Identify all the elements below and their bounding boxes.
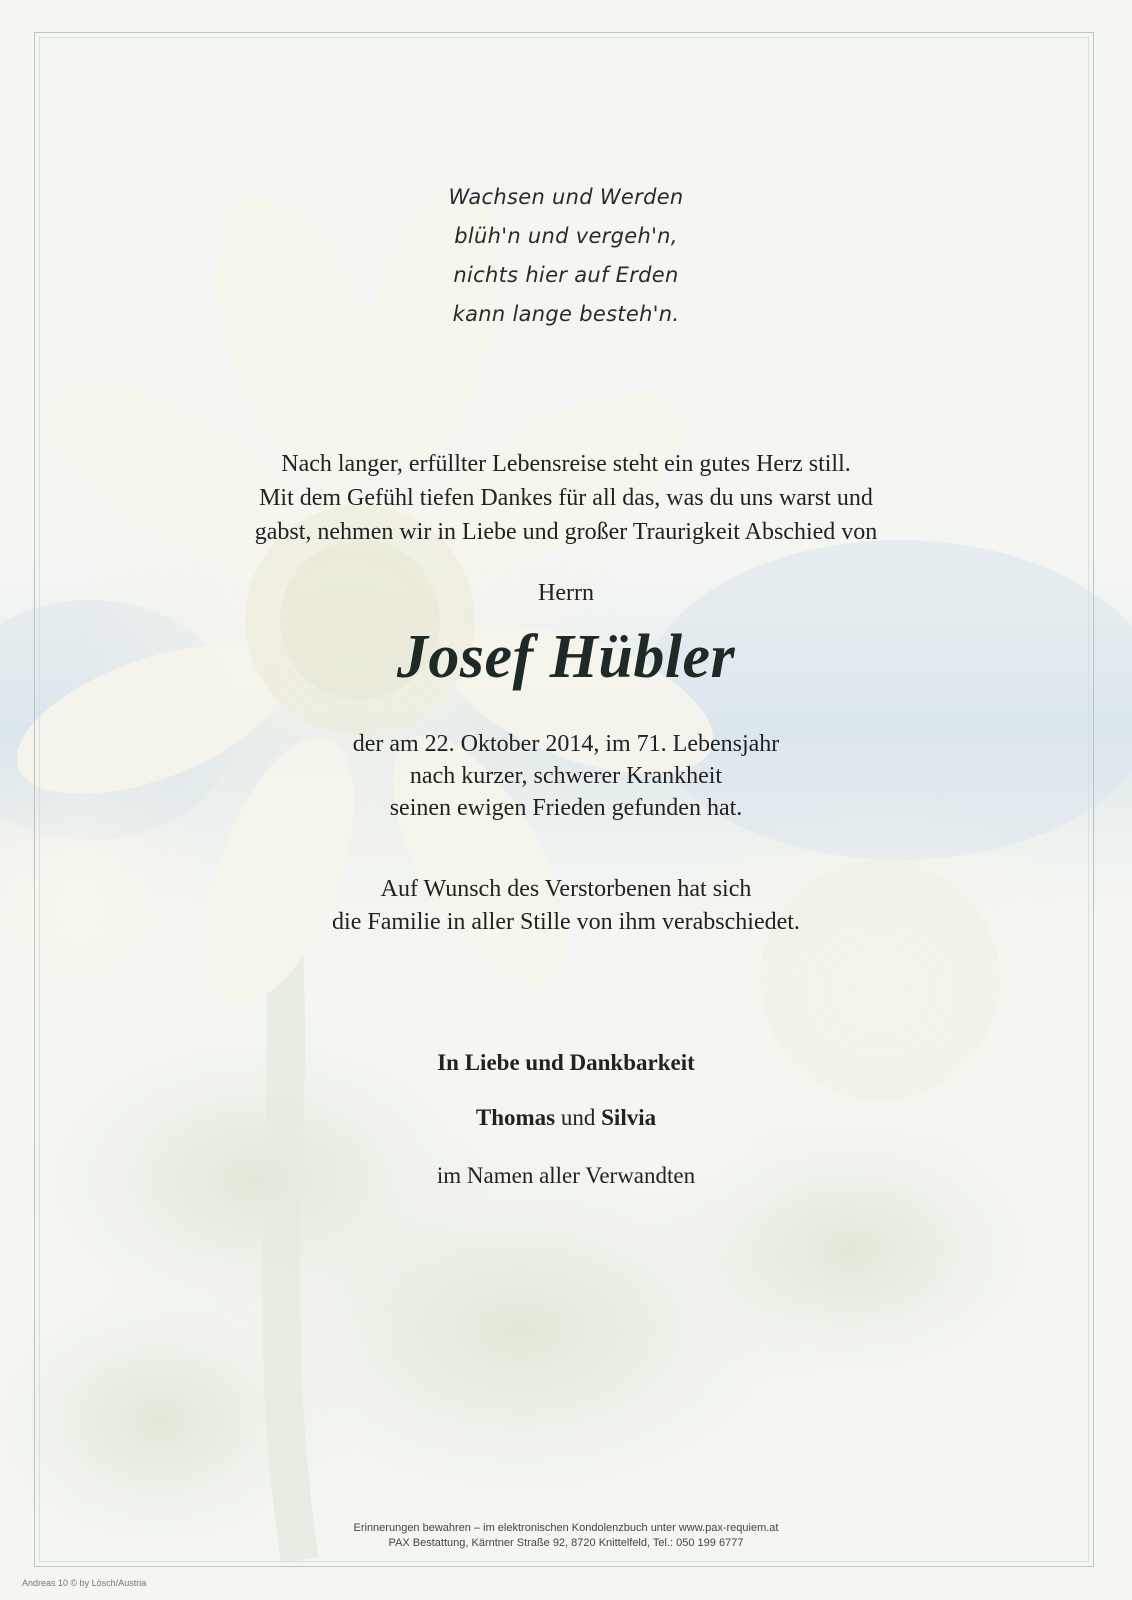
poem-line: nichts hier auf Erden xyxy=(453,263,679,287)
closing-greeting: In Liebe und Dankbarkeit xyxy=(437,1050,695,1075)
conjunction: und xyxy=(560,1105,596,1130)
mourner-name: Silvia xyxy=(601,1105,657,1130)
intro-line: Mit dem Gefühl tiefen Dankes für all das, was du uns warst und xyxy=(259,485,873,511)
death-line: nach kurzer, schwerer Krankheit xyxy=(409,763,723,789)
intro-line: Nach langer, erfüllter Lebensreise steht ein gutes Herz still. xyxy=(281,451,851,477)
death-line: der am 22. Oktober 2014, im 71. Lebensjahr xyxy=(352,731,780,757)
mourner-name: Thomas xyxy=(475,1105,556,1130)
footer-address-line: PAX Bestattung, Kärntner Straße 92, 8720 Knittelfeld, Tel.: 050 199 6777 xyxy=(388,1537,744,1549)
poem-line: blüh'n und vergeh'n, xyxy=(454,224,678,248)
wish-paragraph xyxy=(0,873,1132,939)
intro-paragraph xyxy=(0,447,1132,549)
footer xyxy=(0,1521,1132,1551)
poem-line: Wachsen und Werden xyxy=(448,185,684,209)
wish-line: die Familie in aller Stille von ihm verabschiedet. xyxy=(332,909,800,935)
relatives-note: im Namen aller Verwandten xyxy=(436,1163,696,1188)
mourners-names xyxy=(0,1105,1132,1131)
design-credit: Andreas 10 © by Lösch/Austria xyxy=(22,1578,147,1588)
poem-line: kann lange besteh'n. xyxy=(452,302,680,326)
death-details xyxy=(0,728,1132,824)
poem-verse xyxy=(0,178,1132,334)
salutation: Herrn xyxy=(538,580,594,606)
intro-line: gabst, nehmen wir in Liebe und großer Traurigkeit Abschied von xyxy=(254,519,878,545)
footer-condolence-line: Erinnerungen bewahren – im elektronischen Kondolenzbuch unter www.pax-requiem.at xyxy=(353,1522,779,1534)
death-line: seinen ewigen Frieden gefunden hat. xyxy=(389,795,743,821)
deceased-name: Josef Hübler xyxy=(396,623,736,691)
wish-line: Auf Wunsch des Verstorbenen hat sich xyxy=(380,876,752,902)
